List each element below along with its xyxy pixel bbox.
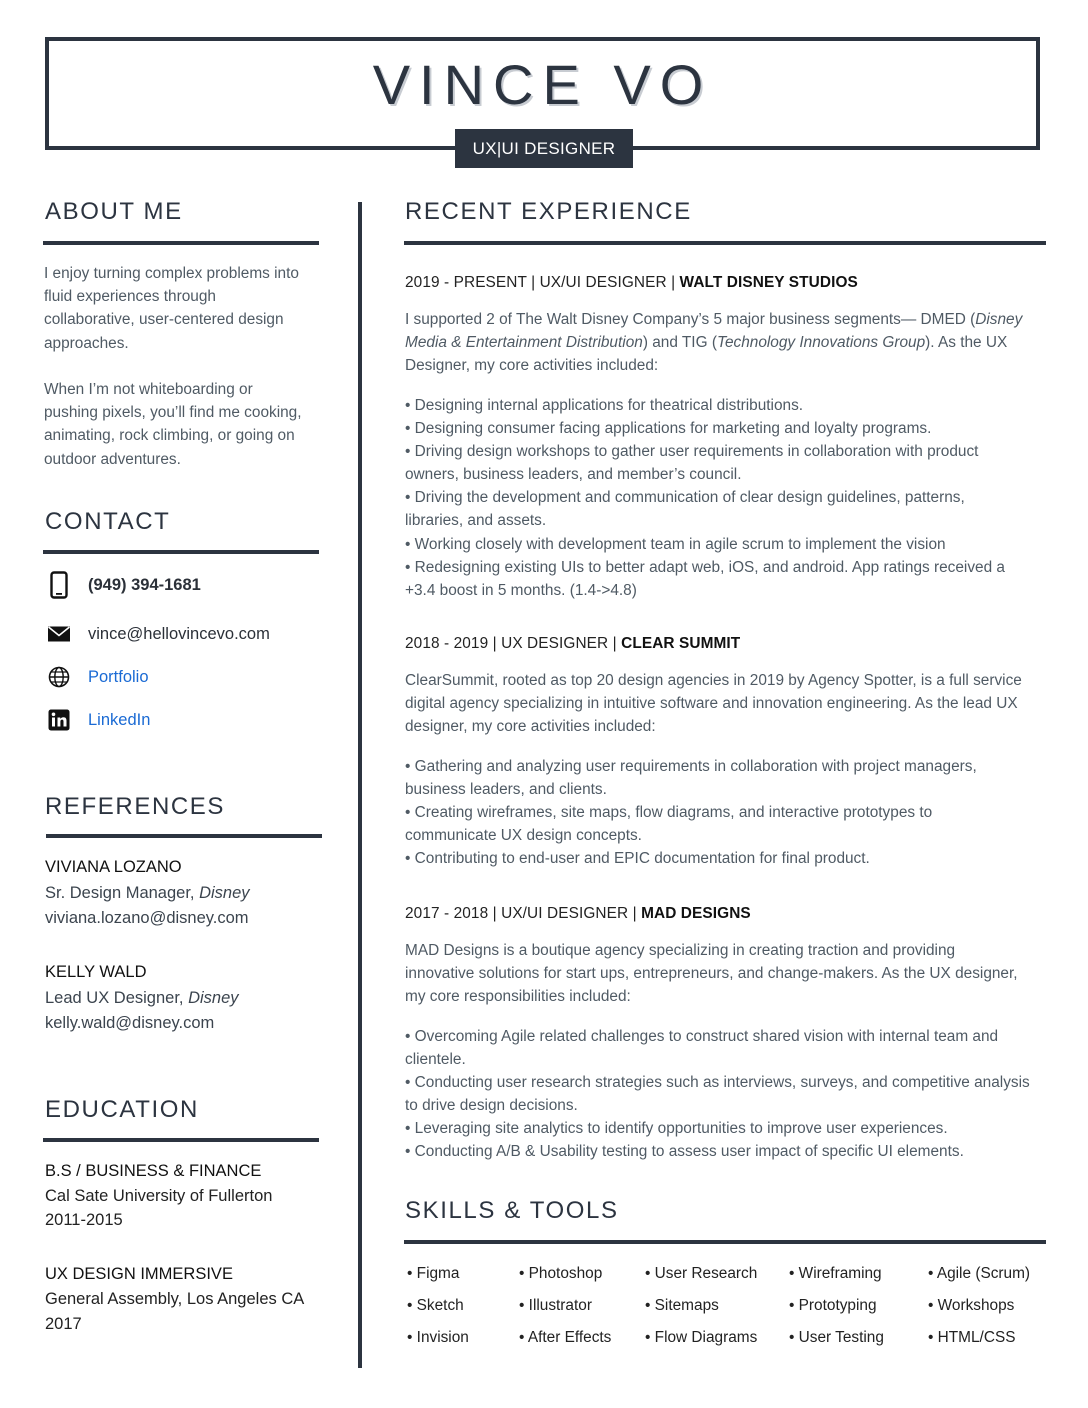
education-years: 2017	[45, 1315, 82, 1333]
reference-company: Disney	[199, 884, 250, 902]
skill-item: • User Testing	[789, 1329, 884, 1346]
contact-heading: CONTACT	[45, 508, 171, 535]
desc-text: ). As the UX	[925, 334, 1008, 352]
bullet-line: • Designing consumer facing applications for marketing and loyalty programs.	[405, 420, 932, 438]
education-heading: EDUCATION	[45, 1096, 199, 1123]
candidate-name: VINCE VO	[372, 53, 713, 116]
skill-item: • Invision	[407, 1329, 469, 1346]
job-desc-line: my core responsibilities included:	[405, 988, 631, 1006]
reference-name: VIVIANA LOZANO	[45, 858, 182, 876]
skill-item: • Photoshop	[519, 1265, 603, 1282]
phone-icon	[45, 571, 73, 599]
bullet-line: • Gathering and analyzing user requirements in collaboration with project managers,	[405, 758, 977, 775]
bullet-line: • Conducting A/B & Usability testing to assess user impact of specific UI elements.	[405, 1143, 964, 1161]
reference-role	[45, 989, 239, 1008]
about-line: pushing pixels, you’ll find me cooking,	[44, 404, 302, 422]
desc-text: I supported 2 of The Walt Disney Company’s 5 major business segments— DMED (	[405, 311, 976, 328]
linkedin-link[interactable]: LinkedIn	[88, 710, 151, 729]
bullet-line: to drive design decisions.	[405, 1097, 578, 1115]
job-desc-line: innovative solutions for start ups, entrepreneurs, and change-makers. As the UX designer,	[405, 965, 1018, 983]
reference-email[interactable]: viviana.lozano@disney.com	[45, 909, 249, 927]
about-line: collaborative, user-centered design	[44, 311, 284, 329]
job-desc-line: digital agency specializing in intuitive software and innovation engineering. As the lead UX	[405, 695, 1018, 713]
reference-role-text: Lead UX Designer,	[45, 989, 189, 1007]
bullet-line: • Redesigning existing UIs to better adapt web, iOS, and android. App ratings received a	[405, 558, 1005, 576]
bullet-line: +3.4 boost in 5 months. (1.4->4.8)	[405, 581, 637, 599]
bullet-line: • Driving the development and communication of clear design guidelines, patterns,	[405, 489, 965, 507]
desc-italic: Disney	[975, 311, 1023, 328]
bullet-line: libraries, and assets.	[405, 512, 547, 530]
job-company: WALT DISNEY STUDIOS	[679, 274, 858, 291]
about-line: outdoor adventures.	[44, 450, 181, 468]
about-paragraph-1	[44, 262, 344, 355]
phone-number[interactable]: (949) 394-1681	[88, 575, 201, 594]
job-header	[405, 905, 751, 923]
skill-item: • Figma	[407, 1265, 460, 1282]
job-period: 2018 - 2019 | UX DESIGNER |	[405, 635, 622, 652]
education-years: 2011-2015	[45, 1211, 123, 1229]
bullet-line: • Working closely with development team in agile scrum to implement the vision	[405, 535, 946, 553]
reference-name: KELLY WALD	[45, 963, 147, 981]
about-line: approaches.	[44, 334, 129, 352]
job-header	[405, 635, 740, 653]
job-description	[405, 308, 1045, 377]
contact-rule	[43, 550, 319, 554]
job-company: MAD DESIGNS	[641, 905, 751, 922]
contact-email[interactable]	[45, 620, 270, 648]
bullet-line: • Contributing to end-user and EPIC documentation for final product.	[405, 850, 870, 868]
desc-text: ) and TIG (	[642, 334, 717, 352]
bullet-line: • Overcoming Agile related challenges to construct shared vision with internal team and	[405, 1028, 999, 1045]
job-bullets	[405, 755, 1045, 870]
job-company: CLEAR SUMMIT	[621, 635, 741, 652]
skill-item: • Sitemaps	[645, 1297, 719, 1314]
education-school: General Assembly, Los Angeles CA	[45, 1290, 305, 1308]
job-desc-line: MAD Designs is a boutique agency specializing in creating traction and providing	[405, 942, 956, 959]
skill-item: • After Effects	[519, 1329, 612, 1346]
reference-company: Disney	[188, 989, 239, 1007]
skill-item: • HTML/CSS	[928, 1329, 1016, 1346]
skill-item: • Agile (Scrum)	[928, 1265, 1031, 1282]
education-degree: UX DESIGN IMMERSIVE	[45, 1265, 233, 1283]
globe-icon	[45, 663, 73, 691]
job-header	[405, 274, 858, 292]
job-desc-line: Designer, my core activities included:	[405, 357, 659, 375]
skills-rule	[404, 1240, 1046, 1244]
about-rule	[43, 241, 319, 245]
contact-phone[interactable]	[45, 571, 201, 599]
job-period: 2019 - PRESENT | UX/UI DESIGNER |	[405, 274, 680, 291]
skill-item: • Illustrator	[519, 1297, 592, 1314]
job-bullets	[405, 1025, 1045, 1164]
about-paragraph-2	[44, 378, 344, 471]
bullet-line: • Driving design workshops to gather user requirements in collaboration with product	[405, 443, 979, 461]
skill-item: • User Research	[645, 1265, 758, 1282]
reference-role-text: Sr. Design Manager,	[45, 884, 200, 902]
bullet-line: business leaders, and clients.	[405, 781, 607, 799]
desc-italic: Media & Entertainment Distribution	[405, 334, 643, 352]
job-desc-line: ClearSummit, rooted as top 20 design agencies in 2019 by Agency Spotter, is a full service	[405, 672, 1022, 689]
skills-heading: SKILLS & TOOLS	[405, 1197, 619, 1224]
skill-item: • Workshops	[928, 1297, 1015, 1314]
job-title-badge: UX|UI DESIGNER	[455, 129, 633, 168]
skill-item: • Sketch	[407, 1297, 464, 1314]
bullet-line: • Creating wireframes, site maps, flow diagrams, and interactive prototypes to	[405, 804, 933, 822]
job-desc-line	[405, 308, 1045, 331]
about-line: animating, rock climbing, or going on	[44, 427, 295, 445]
skill-item: • Prototyping	[789, 1297, 877, 1314]
reference-role	[45, 884, 250, 903]
bullet-line: • Designing internal applications for theatrical distributions.	[405, 397, 804, 414]
portfolio-link[interactable]: Portfolio	[88, 667, 149, 686]
email-address[interactable]: vince@hellovincevo.com	[88, 624, 270, 643]
contact-linkedin[interactable]	[45, 706, 151, 734]
contact-portfolio[interactable]	[45, 663, 149, 691]
bullet-line: • Conducting user research strategies such as interviews, surveys, and competitive analysis	[405, 1074, 1030, 1092]
education-school: Cal Sate University of Fullerton	[45, 1187, 273, 1205]
bullet-line: clientele.	[405, 1051, 466, 1069]
mail-icon	[45, 620, 73, 648]
job-desc-line: designer, my core activities included:	[405, 718, 656, 736]
education-rule	[43, 1138, 319, 1142]
column-divider	[358, 202, 362, 1368]
reference-email[interactable]: kelly.wald@disney.com	[45, 1014, 215, 1032]
experience-heading: RECENT EXPERIENCE	[405, 198, 692, 225]
references-rule	[46, 834, 322, 838]
about-line: fluid experiences through	[44, 288, 216, 306]
about-line: I enjoy turning complex problems into	[44, 265, 299, 282]
bullet-line: communicate UX design concepts.	[405, 827, 642, 845]
about-line: When I’m not whiteboarding or	[44, 381, 253, 398]
job-description	[405, 669, 1045, 738]
about-heading: ABOUT ME	[45, 198, 183, 225]
job-description	[405, 939, 1045, 1008]
skill-item: • Wireframing	[789, 1265, 882, 1282]
bullet-line: • Leveraging site analytics to identify opportunities to improve user experiences.	[405, 1120, 948, 1138]
skill-item: • Flow Diagrams	[645, 1329, 758, 1346]
bullet-line: owners, business leaders, and member’s council.	[405, 466, 742, 484]
experience-rule	[404, 241, 1046, 245]
job-period: 2017 - 2018 | UX/UI DESIGNER |	[405, 905, 642, 922]
job-desc-line	[405, 331, 1045, 354]
references-heading: REFERENCES	[45, 793, 226, 820]
job-bullets	[405, 394, 1045, 602]
desc-italic: Technology Innovations Group	[716, 334, 926, 352]
education-degree: B.S / BUSINESS & FINANCE	[45, 1162, 262, 1180]
linkedin-icon	[45, 706, 73, 734]
